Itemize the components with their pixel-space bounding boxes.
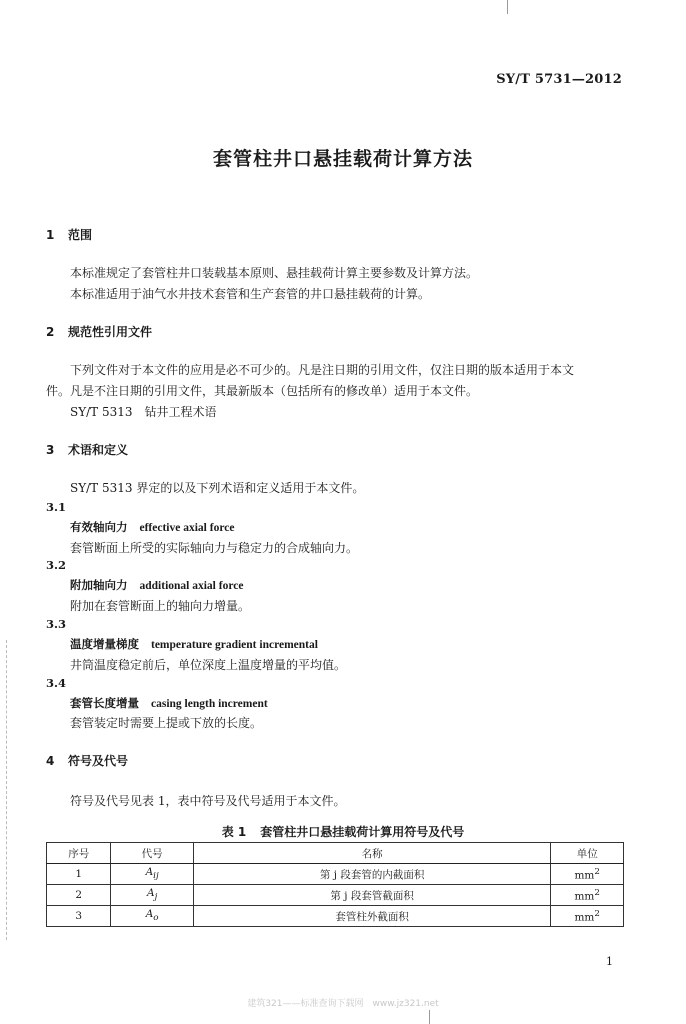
page-number: 1 [606, 955, 613, 968]
term-number: 3.1 [46, 500, 67, 514]
paragraph: SY/T 5313 界定的以及下列术语和定义适用于本文件。 [70, 481, 365, 495]
column-header: 单位 [551, 843, 624, 864]
cell-name: 套管柱外截面积 [193, 906, 551, 927]
term-definition: 井筒温度稳定前后，单位深度上温度增量的平均值。 [70, 658, 347, 672]
cell-unit: $mm^2$ [551, 885, 624, 906]
footer-watermark: 建筑321——标准查询下载网 www.jz321.net [247, 999, 439, 1009]
column-header: 代号 [111, 843, 193, 864]
term-title [70, 695, 268, 711]
paragraph-continued: 件。凡是不注日期的引用文件，其最新版本（包括所有的修改单）适用于本文件。 [46, 384, 479, 398]
section-title: 符号及代号 [68, 754, 129, 768]
cell-symbol: $A_{ij}$ [111, 864, 193, 885]
paragraph: 本标准规定了套管柱井口装载基本原则、悬挂载荷计算主要参数及计算方法。 [70, 266, 479, 280]
term-en: casing length increment [151, 698, 268, 710]
term-title [70, 577, 243, 593]
standard-code: SY/T 5731—2012 [496, 72, 622, 87]
symbols-table [46, 842, 624, 927]
binding-mark-bottom [429, 1010, 430, 1024]
binding-margin-line [6, 640, 8, 940]
table-row [47, 885, 624, 906]
document-title: 套管柱井口悬挂载荷计算方法 [212, 148, 473, 170]
cell-name: 第 j 段套管的内截面积 [193, 864, 551, 885]
term-definition: 套管断面上所受的实际轴向力与稳定力的合成轴向力。 [70, 541, 359, 555]
paragraph: 本标准适用于油气水井技术套管和生产套管的井口悬挂载荷的计算。 [70, 287, 431, 301]
paragraph: 下列文件对于本文件的应用是必不可少的。凡是注日期的引用文件，仅注日期的版本适用于本文 [70, 363, 575, 377]
term-number: 3.3 [46, 617, 67, 631]
cell-name: 第 j 段套管截面积 [193, 885, 551, 906]
term-number: 3.4 [46, 676, 67, 690]
term-en: additional axial force [139, 580, 244, 592]
section-title: 范围 [68, 228, 93, 242]
cell-no: 3 [47, 906, 111, 927]
section-title: 规范性引用文件 [68, 325, 153, 339]
term-en: temperature gradient incremental [151, 639, 318, 651]
table-header-row [47, 843, 624, 864]
term-zh: 温度增量梯度 [70, 637, 139, 651]
term-definition: 套管装定时需要上提或下放的长度。 [70, 716, 263, 730]
section-1-heading [46, 226, 92, 243]
term-definition: 附加在套管断面上的轴向力增量。 [70, 599, 251, 613]
column-header: 序号 [47, 843, 111, 864]
binding-mark-top [507, 0, 508, 14]
term-zh: 附加轴向力 [70, 578, 128, 592]
table-caption-number: 表 1 [221, 825, 247, 839]
table-row [47, 864, 624, 885]
cell-unit: $mm^2$ [551, 864, 624, 885]
term-zh: 套管长度增量 [70, 696, 139, 710]
term-number: 3.2 [46, 558, 67, 572]
section-4-heading [46, 752, 128, 769]
section-title: 术语和定义 [68, 443, 129, 457]
section-number: 1 [46, 228, 55, 242]
cell-symbol: $A_j$ [111, 885, 193, 906]
section-number: 3 [46, 443, 55, 457]
term-title [70, 636, 318, 652]
cell-no: 2 [47, 885, 111, 906]
section-number: 4 [46, 754, 55, 768]
term-zh: 有效轴向力 [70, 520, 128, 534]
table-caption-title: 套管柱井口悬挂载荷计算用符号及代号 [260, 825, 465, 839]
normative-reference: SY/T 5313 钻井工程术语 [70, 405, 217, 419]
paragraph: 符号及代号见表 1，表中符号及代号适用于本文件。 [70, 794, 346, 808]
cell-unit: $mm^2$ [551, 906, 624, 927]
term-en: effective axial force [139, 522, 235, 534]
section-2-heading [46, 323, 152, 340]
cell-no: 1 [47, 864, 111, 885]
table-caption [0, 823, 686, 840]
column-header: 名称 [193, 843, 551, 864]
table-row [47, 906, 624, 927]
section-number: 2 [46, 325, 55, 339]
term-title [70, 519, 234, 535]
section-3-heading [46, 441, 128, 458]
cell-symbol: $A_o$ [111, 906, 193, 927]
